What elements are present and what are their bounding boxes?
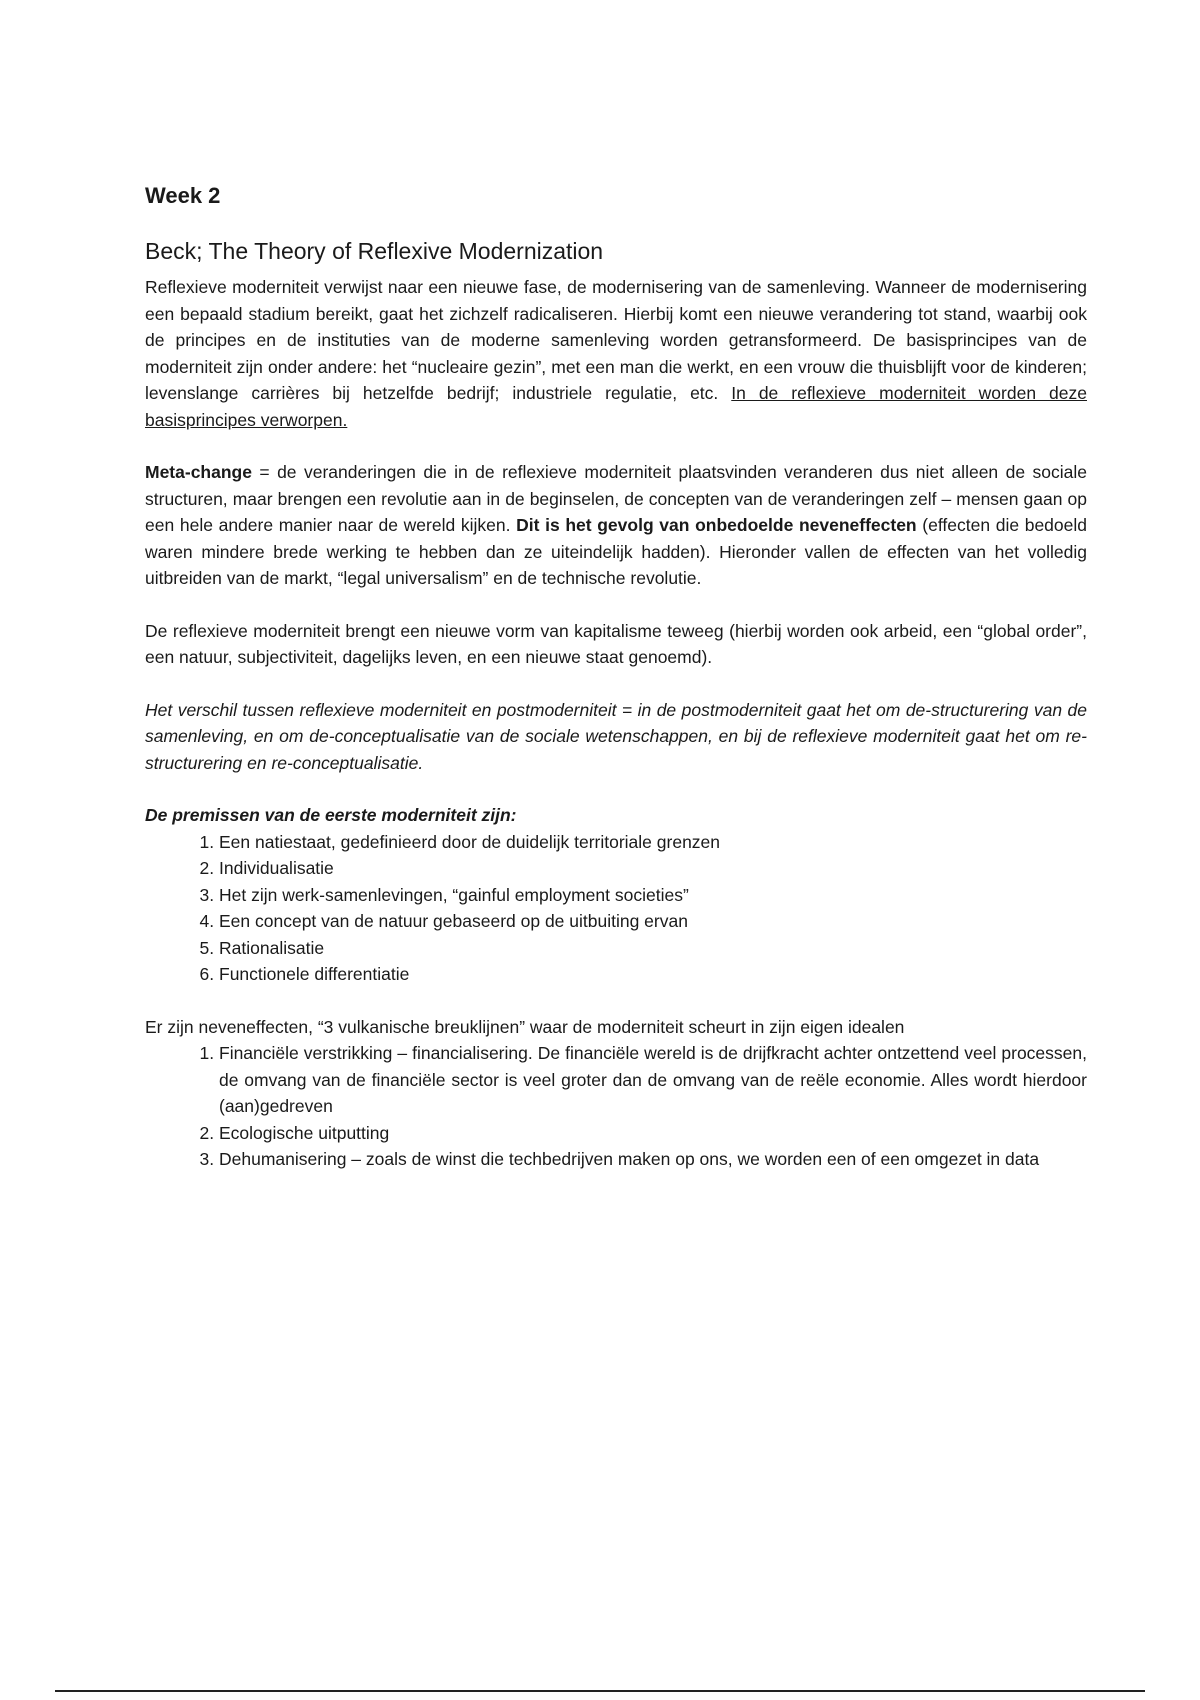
paragraph-capitalism: De reflexieve moderniteit brengt een nieuwe vorm van kapitalisme teweeg (hierbij worden ook arbeid, een “global order”, een natuur, subjectiviteit, dagelijks leven, en een nieuwe staat genoemd). xyxy=(145,620,1087,667)
list-item: 6. Functionele differentiatie xyxy=(219,961,1087,988)
premises-list xyxy=(145,829,1087,988)
list-item: 2. Individualisatie xyxy=(219,855,1087,882)
section-title: Beck; The Theory of Reflexive Modernization xyxy=(145,238,604,264)
list-item: 3. Dehumanisering – zoals de winst die techbedrijven maken op ons, we worden een of een omgezet in data xyxy=(219,1146,1087,1173)
paragraph-text: Reflexieve moderniteit verwijst naar een nieuwe fase, de modernisering van de samenleving. Wanneer de modernisering een bepaald stadium bereikt, gaat het zichzelf radicaliseren. Hierbij komt een nieuwe verandering tot stand, waarbij ook de principes en de instituties van de moderne samenleving worden getransformeerd. De basisprincipes van de moderniteit zijn onder andere: het “nucleaire gezin”, met een man die werkt, en een vrouw die thuisblijft voor de kinderen; levenslange carrières bij hetzelfde bedrijf; industriele regulatie, etc. xyxy=(145,277,1087,403)
document-page xyxy=(145,182,1087,1173)
list-item: 4. Een concept van de natuur gebaseerd op de uitbuiting ervan xyxy=(219,908,1087,935)
list-item: 5. Rationalisatie xyxy=(219,935,1087,962)
footer-rule xyxy=(55,1690,1145,1692)
underlined-statement: In de reflexieve moderniteit worden deze basisprincipes verworpen. xyxy=(145,383,1087,430)
paragraph-postmodernity-difference: Het verschil tussen reflexieve moderniteit en postmoderniteit = in de postmoderniteit gaat het om de-structurering van de samenleving, en om de-conceptualisatie van de sociale wetenschappen, en bij de reflexieve moderniteit gaat het om re-structurering en re-conceptualisatie. xyxy=(145,699,1087,773)
faultlines-intro: Er zijn neveneffecten, “3 vulkanische breuklijnen” waar de moderniteit scheurt in zijn eigen idealen xyxy=(145,1016,905,1037)
premises-heading: De premissen van de eerste moderniteit zijn: xyxy=(145,805,517,825)
week-heading: Week 2 xyxy=(145,183,221,208)
faultlines-list xyxy=(145,1040,1087,1173)
list-item: 2. Ecologische uitputting xyxy=(219,1120,1087,1147)
list-item: 1. Een natiestaat, gedefinieerd door de duidelijk territoriale grenzen xyxy=(219,829,1087,856)
paragraph-text: (effecten die bedoeld waren mindere brede werking te hebben dan ze uiteindelijk hadden). Hieronder vallen de effecten van het volledig uitbreiden van de markt, “legal universalism” en de technische revolutie. xyxy=(145,515,1088,588)
bold-statement: Dit is het gevolg van onbedoelde neveneffecten xyxy=(516,515,917,535)
paragraph-text: = de veranderingen die in de reflexieve moderniteit plaatsvinden veranderen dus niet alleen de sociale structuren, maar brengen een revolutie aan in de beginselen, de concepten van de veranderingen zelf – mensen gaan op een hele andere manier naar de wereld kijken. xyxy=(145,462,1087,535)
paragraph-reflexive-modernity xyxy=(145,274,1087,433)
paragraph-meta-change xyxy=(145,459,1087,592)
list-item: 1. Financiële verstrikking – financialisering. De financiële wereld is de drijfkracht achter ontzettend veel processen, de omvang van de financiële sector is veel groter dan de omvang van de reële economie. Alles wordt hierdoor (aan)gedreven xyxy=(219,1040,1087,1120)
meta-change-term: Meta-change xyxy=(145,462,252,482)
list-item: 3. Het zijn werk-samenlevingen, “gainful employment societies” xyxy=(219,882,1087,909)
